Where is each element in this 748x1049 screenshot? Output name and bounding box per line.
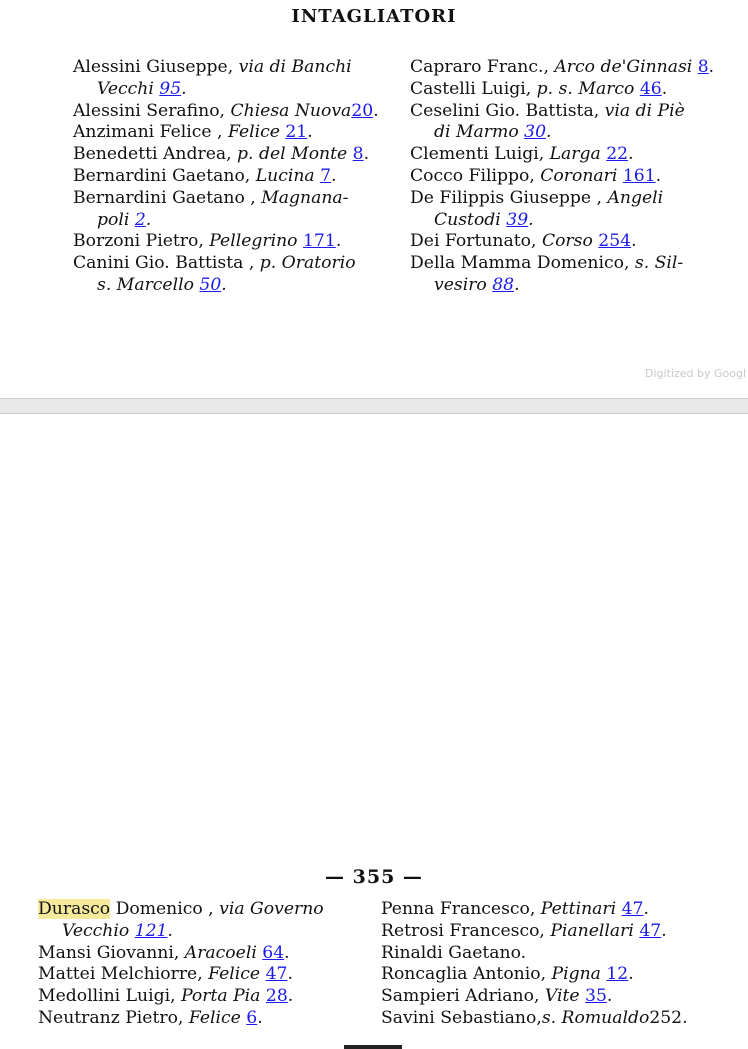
- directory-entry: [381, 1008, 726, 1030]
- entry-name: Mattei Melchiorre,: [38, 964, 209, 985]
- entry-tail: .: [373, 100, 379, 121]
- entry-address: Aracoeli: [184, 942, 263, 963]
- directory-entry: [381, 964, 726, 986]
- directory-entry: [410, 253, 740, 297]
- page-number-heading: — 355 —: [325, 866, 423, 888]
- entry-tail: .: [145, 209, 152, 230]
- entry-name: Bernardini Gaetano,: [73, 165, 256, 186]
- entry-name: Roncaglia Antonio,: [381, 964, 552, 985]
- entry-address: p. del Monte: [237, 144, 353, 165]
- entry-tail: .: [631, 231, 637, 252]
- entry-name: Savini Sebastiano,: [381, 1007, 542, 1028]
- entry-tail: .: [257, 1007, 263, 1028]
- entry-tail: .: [661, 920, 667, 941]
- entry-tail: .: [661, 78, 668, 99]
- directory-entry: [73, 231, 398, 253]
- directory-entry: [410, 57, 740, 79]
- entry-tail: .: [628, 144, 634, 165]
- entry-name: Medollini Luigi,: [38, 986, 182, 1007]
- entry-name: Penna Francesco,: [381, 899, 541, 919]
- directory-entry: [73, 57, 398, 101]
- entry-address: via di Banchi: [238, 57, 352, 77]
- entry-name: Castelli Luigi,: [410, 78, 537, 99]
- house-number-link[interactable]: 2: [134, 209, 146, 230]
- entry-tail: .: [307, 122, 313, 143]
- entry-address-continued: [410, 210, 740, 232]
- entry-tail: .: [514, 274, 520, 295]
- directory-entry: [410, 79, 740, 101]
- house-number-link[interactable]: 28: [265, 986, 288, 1007]
- entries-left-column: [38, 899, 368, 1030]
- entry-address-continued: [410, 275, 740, 297]
- entry-address-continued: [410, 122, 740, 144]
- entry-address-cont-text: s. Marcello: [97, 274, 200, 295]
- house-number-link[interactable]: 171: [303, 231, 336, 252]
- digitized-watermark: Digitized by Googl: [645, 367, 746, 380]
- entry-tail: .: [331, 165, 337, 186]
- entry-name: Sampieri Adriano,: [381, 986, 545, 1007]
- directory-entry: [410, 166, 740, 188]
- entry-tail: 252.: [649, 1007, 688, 1028]
- house-number-link[interactable]: 8: [352, 144, 364, 165]
- entry-name: Benedetti Andrea,: [73, 144, 238, 165]
- entries-left-column: [73, 57, 398, 297]
- entry-address-continued: [73, 275, 398, 297]
- house-number-link[interactable]: 30: [524, 122, 547, 143]
- entry-name: Neutranz Pietro,: [38, 1007, 189, 1028]
- entry-address: Pellegrino: [209, 231, 303, 252]
- entry-name: Alessini Serafino,: [73, 100, 231, 121]
- entry-tail: .: [655, 165, 662, 186]
- house-number-link[interactable]: 7: [320, 165, 332, 186]
- entry-name: Capraro Franc.,: [410, 57, 555, 77]
- directory-entry: [73, 122, 398, 144]
- entry-address: Angeli: [607, 187, 664, 208]
- entry-address: Larga: [549, 144, 607, 165]
- directory-entry: [410, 144, 740, 166]
- entry-address: via di Piè: [604, 100, 685, 121]
- directory-entry: [73, 144, 398, 166]
- entry-address-cont-text: Vecchi: [97, 78, 160, 99]
- directory-entry: [410, 101, 740, 145]
- house-number-link[interactable]: 21: [285, 122, 308, 143]
- entry-tail: .: [528, 209, 534, 230]
- entry-tail: .: [606, 986, 613, 1007]
- entry-name: Bernardini Gaetano ,: [73, 187, 262, 208]
- directory-entry: [73, 253, 398, 297]
- entry-tail: .: [335, 231, 342, 252]
- entry-tail: .: [546, 122, 552, 143]
- house-number-link[interactable]: 22: [606, 144, 629, 165]
- entry-address: s. Romualdo: [541, 1007, 650, 1028]
- entry-address: Felice: [227, 122, 286, 143]
- house-number-link[interactable]: 35: [585, 986, 607, 1007]
- entry-name: Ceselini Gio. Battista,: [410, 100, 605, 121]
- entry-tail: .: [628, 964, 634, 985]
- entry-tail: .: [284, 942, 290, 963]
- entry-address: p. Oratorio: [259, 253, 356, 274]
- entry-name: Della Mamma Domenico,: [410, 253, 635, 274]
- top-page: [0, 0, 748, 398]
- bottom-page: [0, 414, 748, 1028]
- entry-address-cont-text: Vecchio: [62, 920, 135, 941]
- entry-name: Canini Gio. Battista ,: [73, 253, 260, 274]
- entry-address: Felice: [208, 964, 266, 985]
- entry-tail: .: [167, 920, 173, 941]
- entry-address-cont-text: poli: [97, 209, 135, 230]
- directory-entry: [38, 1008, 368, 1030]
- entry-address: Corso: [541, 231, 599, 252]
- entry-tail: .: [708, 57, 715, 77]
- entry-name: Alessini Giuseppe,: [73, 57, 239, 77]
- entry-name: De Filippis Giuseppe ,: [410, 187, 608, 208]
- house-number-link[interactable]: 121: [134, 920, 168, 941]
- house-number-link[interactable]: 254: [598, 231, 632, 252]
- directory-entry: [38, 943, 368, 965]
- entry-address-cont-text: di Marmo: [434, 122, 525, 143]
- house-number-link[interactable]: 47: [621, 899, 644, 919]
- entry-name: Borzoni Pietro,: [73, 231, 210, 252]
- entry-address: Pianellari: [550, 920, 640, 941]
- entry-address: Coronari: [540, 165, 623, 186]
- entry-name: Rinaldi Gaetano.: [381, 942, 527, 963]
- entry-name: Durasco: [38, 899, 111, 919]
- directory-entry: [381, 986, 726, 1008]
- entry-address: Magnana-: [261, 187, 349, 208]
- entry-name: Dei Fortunato,: [410, 231, 542, 252]
- directory-entry: [73, 101, 398, 123]
- house-number-link[interactable]: 161: [622, 165, 656, 186]
- page-separator: [0, 398, 748, 414]
- directory-entry: [381, 943, 726, 965]
- directory-entry: [38, 964, 368, 986]
- entry-name: Cocco Filippo,: [410, 165, 541, 186]
- house-number-link[interactable]: 6: [246, 1007, 258, 1028]
- entry-address-cont-text: vesiro: [434, 274, 493, 295]
- entry-address: Chiesa Nuova: [230, 100, 352, 121]
- entry-address: Pigna: [551, 964, 607, 985]
- directory-entry: [410, 188, 740, 232]
- page-bottom-rule: [344, 1045, 402, 1049]
- directory-entry: [73, 166, 398, 188]
- entry-name: Clementi Luigi,: [410, 144, 550, 165]
- entries-right-column: [381, 899, 726, 1030]
- entry-name-rest: Domenico ,: [110, 899, 220, 919]
- entry-tail: .: [287, 986, 294, 1007]
- directory-entry: [410, 231, 740, 253]
- entry-address: p. s. Marco: [536, 78, 640, 99]
- house-number-link[interactable]: 47: [639, 920, 662, 941]
- entry-tail: .: [221, 274, 227, 295]
- entries-right-column: [410, 57, 740, 297]
- directory-entry: [73, 188, 398, 232]
- entry-address: Vite: [544, 986, 586, 1007]
- entry-tail: .: [287, 964, 293, 985]
- entry-address-cont-text: Custodi: [434, 209, 507, 230]
- house-number-link[interactable]: 88: [492, 274, 515, 295]
- house-number-link[interactable]: 12: [606, 964, 629, 985]
- entry-address-continued: [38, 921, 368, 943]
- section-heading: INTAGLIATORI: [291, 6, 457, 27]
- entry-tail: .: [643, 899, 649, 919]
- entry-name: Anzimani Felice ,: [73, 122, 228, 143]
- entry-tail: .: [181, 78, 187, 99]
- house-number-link[interactable]: 8: [697, 57, 709, 77]
- house-number-link[interactable]: 47: [265, 964, 288, 985]
- entry-address-continued: [73, 210, 398, 232]
- entry-name: Retrosi Francesco,: [381, 920, 551, 941]
- directory-entry: [38, 986, 368, 1008]
- entry-address: via Governo: [219, 899, 324, 919]
- directory-entry: [381, 921, 726, 943]
- directory-entry: [38, 899, 368, 943]
- entry-name: Mansi Giovanni,: [38, 942, 185, 963]
- entry-tail: .: [363, 144, 370, 165]
- entry-address: Pettinari: [540, 899, 622, 919]
- entry-address: s. Sil-: [634, 253, 684, 274]
- entry-address: Felice: [188, 1007, 247, 1028]
- house-number-link[interactable]: 20: [351, 100, 374, 121]
- house-number-link[interactable]: 95: [159, 78, 182, 99]
- entry-address-continued: [73, 79, 398, 101]
- entry-address: Porta Pia: [181, 986, 266, 1007]
- house-number-link[interactable]: 39: [506, 209, 529, 230]
- house-number-link[interactable]: 64: [262, 942, 285, 963]
- entry-address: Lucina: [255, 165, 321, 186]
- entry-address: Arco de'Ginnasi: [554, 57, 698, 77]
- house-number-link[interactable]: 50: [199, 274, 222, 295]
- house-number-link[interactable]: 46: [639, 78, 662, 99]
- directory-entry: [381, 899, 726, 921]
